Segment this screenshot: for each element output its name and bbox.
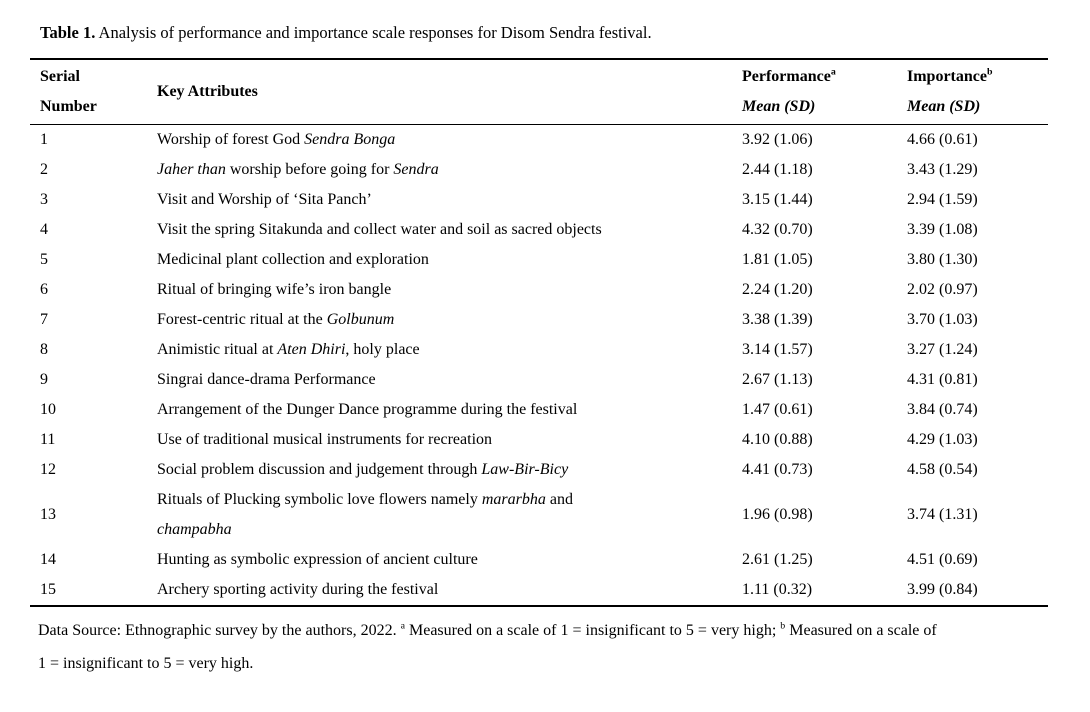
cell-importance-mean-sd: 4.51 (0.69) <box>907 551 978 568</box>
table-header <box>30 59 1048 125</box>
cell-performance-mean-sd: 3.38 (1.39) <box>742 311 813 328</box>
header-performance-mean-sd: Mean (SD) <box>742 98 816 115</box>
cell-performance-mean-sd: 1.47 (0.61) <box>742 401 813 418</box>
header-serial-number <box>30 59 157 125</box>
table-row <box>30 365 1048 395</box>
table-caption-label: Table 1. <box>40 23 96 42</box>
table-body <box>30 125 1048 607</box>
cell-importance-mean-sd: 4.31 (0.81) <box>907 371 978 388</box>
table-row <box>30 275 1048 305</box>
cell-serial-number: 7 <box>40 311 48 328</box>
cell-serial-number: 10 <box>40 401 56 418</box>
cell-serial-number: 14 <box>40 551 56 568</box>
cell-serial-number: 11 <box>40 431 56 448</box>
cell-importance-mean-sd: 3.70 (1.03) <box>907 311 978 328</box>
table-row <box>30 455 1048 485</box>
cell-performance-mean-sd: 3.14 (1.57) <box>742 341 813 358</box>
importance-footnote-marker: b <box>986 66 993 78</box>
table-row <box>30 485 1048 545</box>
header-serial-line1: Serial <box>40 68 80 85</box>
cell-serial-number: 5 <box>40 251 48 268</box>
cell-key-attribute: Use of traditional musical instruments for recreation <box>157 431 493 448</box>
cell-key-attribute: Rituals of Plucking symbolic love flowers namely mararbha and champabha <box>157 491 573 538</box>
document-page <box>0 21 1090 680</box>
cell-serial-number: 4 <box>40 221 48 238</box>
cell-key-attribute: Ritual of bringing wife’s iron bangle <box>157 281 392 298</box>
cell-performance-mean-sd: 1.96 (0.98) <box>742 506 813 523</box>
table-row <box>30 545 1048 575</box>
data-table <box>30 58 1048 607</box>
cell-importance-mean-sd: 4.66 (0.61) <box>907 131 978 148</box>
table-caption <box>40 21 1050 45</box>
cell-key-attribute: Hunting as symbolic expression of ancient culture <box>157 551 478 568</box>
table-row <box>30 575 1048 606</box>
header-key-attributes <box>157 59 742 125</box>
cell-key-attribute: Arrangement of the Dunger Dance programme during the festival <box>157 401 578 418</box>
cell-key-attribute: Jaher than worship before going for Sendra <box>157 161 439 178</box>
cell-performance-mean-sd: 1.81 (1.05) <box>742 251 813 268</box>
table-row <box>30 425 1048 455</box>
cell-importance-mean-sd: 3.27 (1.24) <box>907 341 978 358</box>
cell-importance-mean-sd: 3.99 (0.84) <box>907 575 1048 606</box>
cell-performance-mean-sd: 2.44 (1.18) <box>742 161 813 178</box>
cell-key-attribute: Medicinal plant collection and exploration <box>157 251 429 268</box>
cell-serial-number: 6 <box>40 281 48 298</box>
header-row <box>30 59 1048 125</box>
table-row <box>30 335 1048 365</box>
cell-key-attribute: Animistic ritual at Aten Dhiri, holy place <box>157 341 420 358</box>
header-importance-label: Importance$^b$ <box>907 66 993 85</box>
cell-performance-mean-sd: 2.67 (1.13) <box>742 371 813 388</box>
cell-performance-mean-sd: 2.61 (1.25) <box>742 551 813 568</box>
table-row <box>30 215 1048 245</box>
cell-importance-mean-sd: 2.02 (0.97) <box>907 281 978 298</box>
table-row <box>30 395 1048 425</box>
cell-serial-number: 2 <box>40 161 48 178</box>
table-row <box>30 305 1048 335</box>
cell-serial-number: 1 <box>40 131 48 148</box>
cell-performance-mean-sd: 3.15 (1.44) <box>742 191 813 208</box>
cell-key-attribute: Archery sporting activity during the festival <box>157 575 742 606</box>
cell-key-attribute: Visit and Worship of ‘Sita Panch’ <box>157 191 372 208</box>
header-performance-label: Performance$^a$ <box>742 66 836 85</box>
cell-importance-mean-sd: 4.29 (1.03) <box>907 431 978 448</box>
cell-importance-mean-sd: 3.84 (0.74) <box>907 401 978 418</box>
cell-performance-mean-sd: 4.32 (0.70) <box>742 221 813 238</box>
cell-performance-mean-sd: 1.11 (0.32) <box>742 575 907 606</box>
cell-importance-mean-sd: 2.94 (1.59) <box>907 191 978 208</box>
cell-serial-number: 9 <box>40 371 48 388</box>
cell-serial-number: 8 <box>40 341 48 358</box>
cell-performance-mean-sd: 4.10 (0.88) <box>742 431 813 448</box>
cell-importance-mean-sd: 3.43 (1.29) <box>907 161 978 178</box>
cell-performance-mean-sd: 3.92 (1.06) <box>742 131 813 148</box>
cell-importance-mean-sd: 4.58 (0.54) <box>907 461 978 478</box>
header-performance <box>742 59 907 125</box>
performance-footnote-marker: a <box>830 66 836 78</box>
table-caption-text: Analysis of performance and importance scale responses for Disom Sendra festival. <box>95 23 652 42</box>
table-row <box>30 185 1048 215</box>
table-row <box>30 155 1048 185</box>
cell-serial-number: 13 <box>40 506 56 523</box>
cell-key-attribute: Forest-centric ritual at the Golbunum <box>157 311 395 328</box>
cell-serial-number: 12 <box>40 461 56 478</box>
cell-serial-number: 3 <box>40 191 48 208</box>
cell-importance-mean-sd: 3.80 (1.30) <box>907 251 978 268</box>
table-row <box>30 125 1048 156</box>
cell-importance-mean-sd: 3.74 (1.31) <box>907 506 978 523</box>
cell-key-attribute: Worship of forest God Sendra Bonga <box>157 131 396 148</box>
header-importance-mean-sd: Mean (SD) <box>907 98 981 115</box>
cell-serial-number: 15 <box>30 575 157 606</box>
header-importance <box>907 59 1048 125</box>
header-serial-line2: Number <box>40 98 97 115</box>
cell-key-attribute: Singrai dance-drama Performance <box>157 371 376 388</box>
cell-key-attribute: Visit the spring Sitakunda and collect water and soil as sacred objects <box>157 221 602 238</box>
header-key-attributes-label: Key Attributes <box>157 83 258 100</box>
cell-performance-mean-sd: 4.41 (0.73) <box>742 461 813 478</box>
table-row <box>30 245 1048 275</box>
cell-performance-mean-sd: 2.24 (1.20) <box>742 281 813 298</box>
table-footnote: Data Source: Ethnographic survey by the authors, 2022. $^a$ Measured on a scale of 1 = insignificant to 5 = very high; $^b$ Measured on a scale of 1 = insignificant to 5 = very high. <box>38 620 937 672</box>
cell-importance-mean-sd: 3.39 (1.08) <box>907 221 978 238</box>
cell-key-attribute: Social problem discussion and judgement through Law-Bir-Bicy <box>157 461 569 478</box>
